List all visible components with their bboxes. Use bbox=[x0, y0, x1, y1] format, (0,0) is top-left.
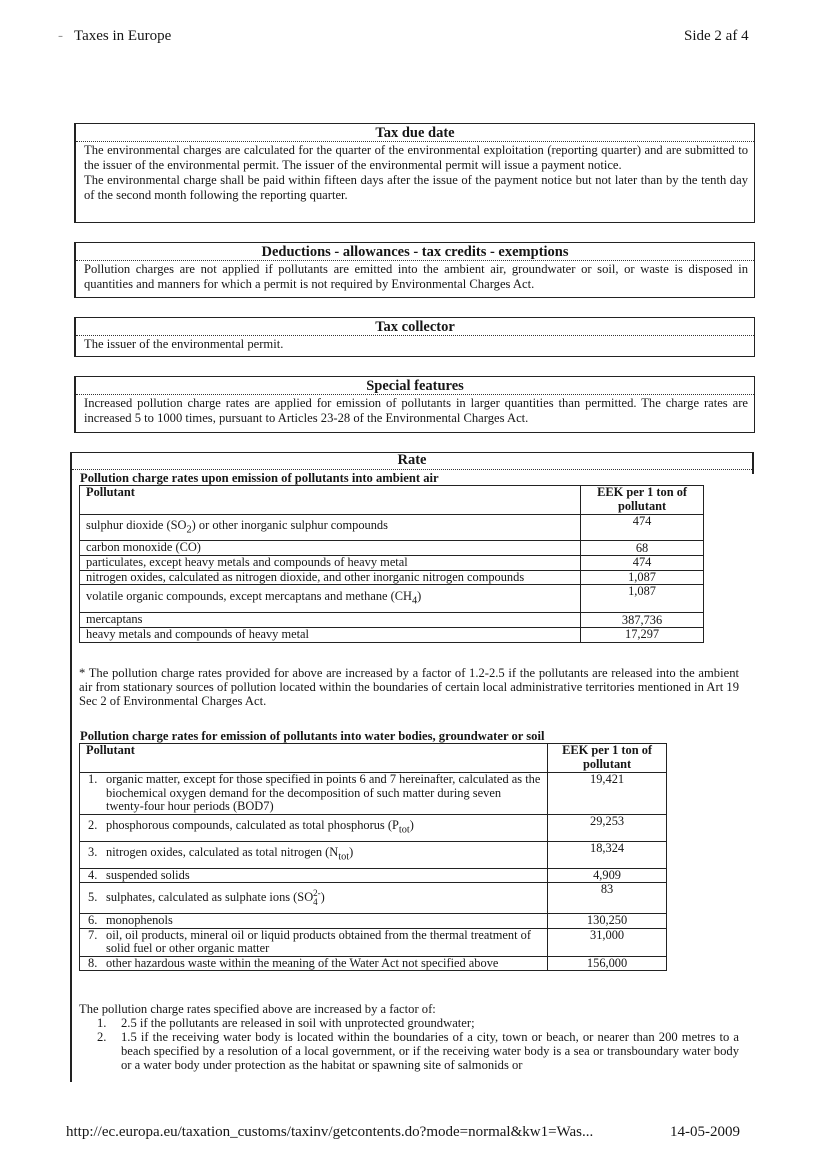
rate-cell: 83 bbox=[548, 883, 667, 914]
rate-title: Rate bbox=[72, 452, 752, 470]
table-row bbox=[80, 841, 667, 868]
rate-cell: 68 bbox=[581, 541, 704, 556]
section-paragraph: Pollution charges are not applied if pollutants are emitted into the ambient air, groundwater or soil, or waste is disposed in quantities and manners for which a permit is not required by Environmental Charges Act. bbox=[84, 262, 748, 291]
rate-cell: 17,297 bbox=[581, 628, 704, 643]
pollutant-cell: 1. organic matter, except for those specified in points 6 and 7 hereinafter, calculated as the biochemical oxygen demand for the decomposition of such matter during seven twenty-four hour periods (BOD7) bbox=[80, 773, 548, 815]
special-features-section bbox=[74, 376, 755, 433]
rate-cell: 31,000 bbox=[548, 928, 667, 956]
rate-column-header: EEK per 1 ton of pollutant bbox=[548, 744, 667, 773]
table-row bbox=[80, 914, 667, 929]
table-row bbox=[80, 868, 667, 883]
section-paragraph: Increased pollution charge rates are applied for emission of pollutants in larger quantities than permitted. The charge rates are increased 5 to 1000 times, pursuant to Articles 23-28 of the Environmental Charges Act. bbox=[84, 396, 748, 425]
table-header-row bbox=[80, 744, 667, 773]
table-row bbox=[80, 613, 704, 628]
section-paragraph: The issuer of the environmental permit. bbox=[84, 337, 284, 351]
rate-section-edge bbox=[752, 452, 754, 474]
table-row bbox=[80, 556, 704, 571]
pollutant-cell: 5. sulphates, calculated as sulphate ions (SO 2- 4 ) bbox=[80, 883, 548, 914]
document-title: Taxes in Europe bbox=[74, 28, 172, 44]
section-title: Tax due date bbox=[76, 124, 754, 142]
rate-cell: 4,909 bbox=[548, 868, 667, 883]
rate-cell: 18,324 bbox=[548, 841, 667, 868]
section-paragraph: The environmental charges are calculated for the quarter of the environmental exploitation (reporting quarter) and are submitted to the issuer of the environmental permit. The issuer of the environmental permit will issue a payment notice. bbox=[84, 143, 748, 172]
table-row bbox=[80, 814, 667, 841]
rate-cell: 29,253 bbox=[548, 814, 667, 841]
table-row bbox=[80, 570, 704, 585]
pollutant-cell: sulphur dioxide $(SO_2)$ or other inorganic sulphur compounds bbox=[80, 515, 581, 541]
air-rates-subtitle: Pollution charge rates upon emission of pollutants into ambient air bbox=[80, 471, 439, 485]
table-row bbox=[80, 541, 704, 556]
pollutant-cell: 8. other hazardous waste within the meaning of the Water Act not specified above bbox=[80, 956, 548, 971]
table-row bbox=[80, 956, 667, 971]
rate-cell: 156,000 bbox=[548, 956, 667, 971]
water-rates-subtitle: Pollution charge rates for emission of pollutants into water bodies, groundwater or soil bbox=[80, 729, 545, 743]
footer-url: http://ec.europa.eu/taxation_customs/taxinv/getcontents.do?mode=normal&kw1=Was... bbox=[66, 1124, 594, 1140]
pollutant-cell: particulates, except heavy metals and compounds of heavy metal bbox=[80, 556, 581, 571]
section-title: Special features bbox=[76, 377, 754, 395]
rate-cell: 130,250 bbox=[548, 914, 667, 929]
note-item: 2. 1.5 if the receiving water body is located within the boundaries of a city, town or beach, or nearer than 200 metres to a beach specified by a resolution of a local government, or if the receiving water body is a sea or transboundary water body or a water body under protection as the habitat or spawning site of salmonids or bbox=[97, 1030, 739, 1072]
pollutant-column-header: Pollutant bbox=[80, 744, 548, 773]
rate-cell: 474 bbox=[581, 515, 704, 541]
pollutant-cell: nitrogen oxides, calculated as nitrogen dioxide, and other inorganic nitrogen compounds bbox=[80, 570, 581, 585]
pollutant-column-header: Pollutant bbox=[80, 486, 581, 515]
table-header-row bbox=[80, 486, 704, 515]
pollutant-cell: 3. nitrogen oxides, calculated as total nitrogen $(N_{tot})$ bbox=[80, 841, 548, 868]
page-number: Side 2 af 4 bbox=[684, 28, 749, 44]
air-rates-table bbox=[79, 485, 704, 643]
rate-cell: 1,087 bbox=[581, 585, 704, 613]
table-row bbox=[80, 628, 704, 643]
rate-column-header: EEK per 1 ton of pollutant bbox=[581, 486, 704, 515]
section-title: Deductions - allowances - tax credits - exemptions bbox=[76, 243, 754, 261]
header-bullet: - bbox=[58, 28, 63, 44]
rate-cell: 387,736 bbox=[581, 613, 704, 628]
table-row bbox=[80, 928, 667, 956]
table-row bbox=[80, 515, 704, 541]
tax-collector-section bbox=[74, 317, 755, 357]
table-row bbox=[80, 773, 667, 815]
rate-cell: 1,087 bbox=[581, 570, 704, 585]
table-row bbox=[80, 883, 667, 914]
pollutant-cell: mercaptans bbox=[80, 613, 581, 628]
pollutant-cell: volatile organic compounds, except mercaptans and methane $(CH_4)$ bbox=[80, 585, 581, 613]
note-intro: The pollution charge rates specified above are increased by a factor of: bbox=[79, 1002, 436, 1016]
section-title: Tax collector bbox=[76, 318, 754, 336]
deductions-section bbox=[74, 242, 755, 298]
rate-cell: 474 bbox=[581, 556, 704, 571]
pollutant-cell: 7. oil, oil products, mineral oil or liquid products obtained from the thermal treatment of solid fuel or other organic matter bbox=[80, 928, 548, 956]
pollutant-cell: heavy metals and compounds of heavy metal bbox=[80, 628, 581, 643]
footer-date: 14-05-2009 bbox=[670, 1124, 740, 1140]
rate-cell: 19,421 bbox=[548, 773, 667, 815]
pollutant-cell: 4. suspended solids bbox=[80, 868, 548, 883]
pollutant-cell: 6. monophenols bbox=[80, 914, 548, 929]
section-paragraph: The environmental charge shall be paid within fifteen days after the issue of the payment notice but not later than by the tenth day of the second month following the reporting quarter. bbox=[84, 173, 748, 202]
pollutant-cell: 2. phosphorous compounds, calculated as total phosphorus $(P_{tot})$ bbox=[80, 814, 548, 841]
water-rates-table bbox=[79, 743, 667, 971]
tax-due-date-section bbox=[74, 123, 755, 223]
air-rates-footnote: * The pollution charge rates provided for above are increased by a factor of 1.2-2.5 if the pollutants are released into the ambient air from stationary sources of pollution located within the boundaries of certain local administrative territories mentioned in Art 19 Sec 2 of Environmental Charges Act. bbox=[79, 666, 739, 708]
table-row bbox=[80, 585, 704, 613]
water-rates-note bbox=[79, 1002, 739, 1072]
pollutant-cell: carbon monoxide (CO) bbox=[80, 541, 581, 556]
note-item: 1. 2.5 if the pollutants are released in soil with unprotected groundwater; bbox=[97, 1016, 475, 1030]
